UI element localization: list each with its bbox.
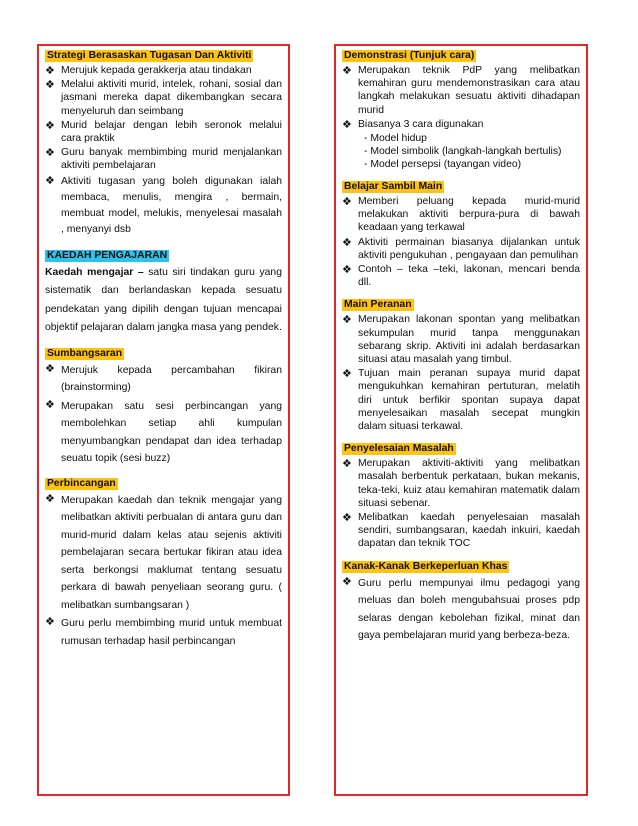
list-item: ❖ Guru perlu membimbing murid untuk membuat rumusan terhadap hasil perbincangan: [45, 616, 282, 647]
list-item: ❖ Aktiviti permainan biasanya dijalankan untuk aktiviti pengukuhan , pengayaan dan pemulihan: [342, 236, 580, 261]
list-item: ❖ Aktiviti tugasan yang boleh digunakan ialah membaca, menulis, mengira , bermain, membuat model, melukis, menyelesai masalah , menyanyi dsb: [45, 174, 282, 235]
section-heading: KAEDAH PENGAJARAN: [47, 249, 168, 261]
section-heading: Demonstrasi (Tunjuk cara): [344, 50, 475, 61]
sub-item: - Model simbolik (langkah-langkah bertulis): [364, 146, 562, 158]
section-heading: Strategi Berasaskan Tugasan Dan Aktiviti: [47, 50, 252, 61]
section-heading: Sumbangsaran: [47, 347, 123, 359]
diamond-bullet-icon: ❖: [342, 314, 352, 327]
list-item: ❖ Tujuan main peranan supaya murid dapat mengukuhkan kemahiran pertuturan, melatih diri untuk berfikir spontan supaya dapat menyelesaikan masalah secepat mungkin dalam situasi terkawal.: [342, 368, 580, 433]
section-main-peranan: [342, 299, 580, 433]
list-item: ❖ Merupakan kaedah dan teknik mengajar yang melibatkan aktiviti perbualan di antara guru dan murid-murid dalam kelas atau sejenis aktiviti pembelajaran secara bertukar fikiran atau idea serta berkongsi maklumat tentang sesuatu perkara di bawah penyeliaan seorang guru. ( melibatkan sumbangsaran ): [45, 492, 282, 611]
section-penyelesaian-masalah: [342, 443, 580, 550]
diamond-bullet-icon: ❖: [342, 458, 352, 471]
section-heading: Belajar Sambil Main: [344, 181, 443, 193]
list-item: ❖ Merujuk kepada percambahan fikiran (brainstorming): [45, 362, 282, 394]
list-item: ❖ Contoh – teka –teki, lakonan, mencari benda dll.: [342, 264, 580, 289]
diamond-bullet-icon: ❖: [45, 174, 55, 187]
section-sumbangsaran: [45, 348, 282, 468]
list-item: ❖ Merupakan satu sesi perbincangan yang membolehkan setiap ahli kumpulan menyumbangkan pendapat dan idea terhadap seuatu topik (sesi buzz): [45, 398, 282, 465]
list-item: ❖ Murid belajar dengan lebih seronok melalui cara praktik: [45, 119, 282, 145]
section-belajar-sambil-main: [342, 181, 580, 289]
list-item: ❖ Merujuk kepada gerakkerja atau tindakan: [45, 65, 252, 77]
list-item: ❖ Guru banyak membimbing murid menjalankan aktiviti pembelajaran: [45, 147, 282, 172]
diamond-bullet-icon: ❖: [45, 492, 55, 505]
section-heading: Kanak-Kanak Berkeperluan Khas: [344, 560, 508, 572]
sub-item: - Model hidup: [364, 133, 427, 145]
diamond-bullet-icon: ❖: [342, 575, 352, 588]
diamond-bullet-icon: ❖: [45, 65, 55, 77]
diamond-bullet-icon: ❖: [45, 398, 55, 411]
list-item: ❖ Merupakan aktiviti-aktiviti yang melibatkan masalah berbentuk perkataan, bukan mekanis, teka-teki, kuiz atau kemahiran matematik dalam situasi sebenar.: [342, 458, 580, 509]
left-column: [37, 44, 290, 796]
section-kaedah-pengajaran: [45, 250, 282, 338]
diamond-bullet-icon: ❖: [342, 196, 352, 209]
diamond-bullet-icon: ❖: [45, 119, 55, 132]
diamond-bullet-icon: ❖: [342, 118, 352, 131]
list-item: ❖ Melibatkan kaedah penyelesaian masalah sendiri, sumbangsaran, kaedah inkuiri, kaedah dapatan dan teknik TOC: [342, 512, 580, 550]
section-strategi-tugasan: [45, 50, 282, 238]
diamond-bullet-icon: ❖: [342, 236, 352, 249]
list-item: ❖ Merupakan lakonan spontan yang melibatkan sekumpulan murid tanpa menggunakan sebarang skrip. Aktiviti ini adalah berdasarkan situasi atau masalah yang timbul.: [342, 314, 580, 366]
section-heading: Main Peranan: [344, 299, 412, 311]
diamond-bullet-icon: ❖: [45, 147, 55, 160]
diamond-bullet-icon: ❖: [342, 512, 352, 525]
diamond-bullet-icon: ❖: [45, 616, 55, 629]
list-item: ❖ Biasanya 3 cara digunakan: [342, 118, 484, 131]
diamond-bullet-icon: ❖: [342, 368, 352, 381]
section-demonstrasi: [342, 50, 580, 171]
list-item: ❖ Melalui aktiviti murid, intelek, rohani, sosial dan jasmani mereka dapat dikembangkan secara menyeluruh dan seimbang: [45, 79, 282, 117]
diamond-bullet-icon: ❖: [342, 264, 352, 277]
definition-paragraph: Kaedah mengajar – satu siri tindakan guru yang sistematik dan berlandaskan kepada sesuatu pendekatan yang dipilih dengan tujuan mencapai objektif pelajaran dalam jangka masa yang pendek.: [45, 266, 282, 334]
list-item: ❖ Guru perlu mempunyai ilmu pedagogi yang meluas dan boleh mengubahsuai proses pdp selaras dengan kebolehan fizikal, minat dan gaya pembelajaran murid yang berbeza-beza.: [342, 575, 580, 642]
section-heading: Perbincangan: [47, 477, 116, 489]
sub-item: - Model persepsi (tayangan video): [364, 159, 522, 171]
diamond-bullet-icon: ❖: [45, 79, 55, 92]
right-column: [334, 44, 588, 796]
section-kanak-kanak-berkeperluan-khas: [342, 561, 580, 645]
diamond-bullet-icon: ❖: [45, 362, 55, 375]
section-heading: Penyelesaian Masalah: [344, 443, 454, 455]
list-item: ❖ Merupakan teknik PdP yang melibatkan kemahiran guru mendemonstrasikan cara atau langkah melakukan sesuatu aktiviti dihadapan murid: [342, 65, 580, 116]
diamond-bullet-icon: ❖: [342, 65, 352, 77]
section-perbincangan: [45, 478, 282, 651]
list-item: ❖ Memberi peluang kepada murid-murid melakukan aktiviti berpura-pura di bawah keadaan yang terkawal: [342, 196, 580, 234]
